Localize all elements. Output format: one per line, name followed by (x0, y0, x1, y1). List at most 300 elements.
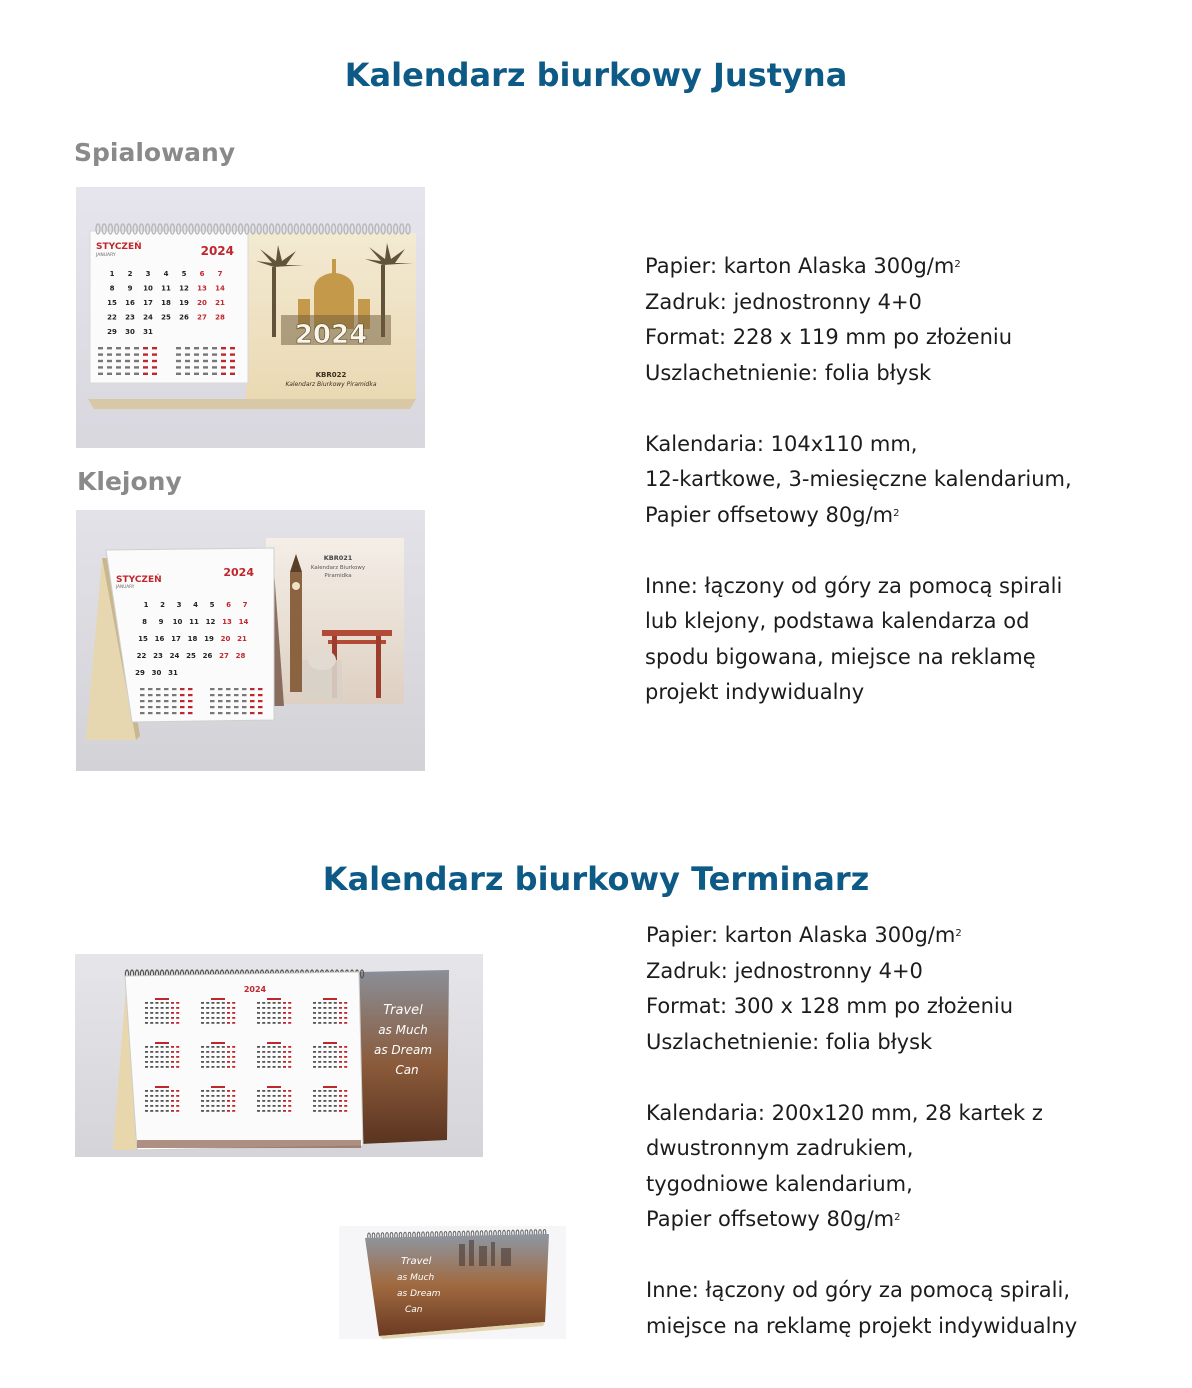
mini-day-mark (273, 1051, 276, 1053)
mini-day-mark (156, 706, 161, 708)
mini-day-mark (250, 712, 255, 714)
mini-day-mark (329, 1061, 332, 1063)
mini-day-mark (176, 1056, 179, 1058)
mini-day-mark (172, 700, 177, 702)
mini-day-mark (212, 347, 217, 349)
mini-day-mark (273, 1017, 276, 1019)
mini-day-mark (201, 1017, 204, 1019)
mini-day-mark (318, 1022, 321, 1024)
mini-day-mark (171, 1105, 174, 1107)
section2-title: Kalendarz biurkowy Terminarz (322, 860, 870, 898)
mini-day-mark (155, 1066, 158, 1068)
mini-day-mark (148, 712, 153, 714)
mini-day-mark (278, 1095, 281, 1097)
mini-day-mark (217, 1002, 220, 1004)
mini-day-mark (206, 1061, 209, 1063)
mini-day-mark (150, 1012, 153, 1014)
glued-caption-2: Piramidka (324, 573, 352, 579)
day-number: 15 (107, 299, 117, 307)
mini-day-mark (278, 1110, 281, 1112)
mini-day-mark (318, 1046, 321, 1048)
mini-day-mark (143, 366, 148, 368)
mini-day-mark (206, 1110, 209, 1112)
mini-day-mark (234, 712, 239, 714)
mini-day-mark (176, 1007, 179, 1009)
mini-day-mark (210, 706, 215, 708)
mini-day-mark (107, 353, 112, 355)
mini-day-mark (334, 1022, 337, 1024)
spec-other-2: lub klejony, podstawa kalendarza od (645, 609, 1030, 633)
mini-day-mark (148, 694, 153, 696)
mini-day-mark (227, 1095, 230, 1097)
mini-day-mark (313, 1046, 316, 1048)
mini-day-mark (217, 1007, 220, 1009)
mini-day-mark (334, 1046, 337, 1048)
day-number: 7 (242, 601, 248, 609)
mini-day-mark (166, 1100, 169, 1102)
mini-day-mark (171, 1100, 174, 1102)
mini-day-mark (278, 1105, 281, 1107)
mini-day-mark (313, 1100, 316, 1102)
mini-day-mark (334, 1012, 337, 1014)
mini-day-mark (217, 1051, 220, 1053)
spec2-calendarium-type: tygodniowe kalendarium, (646, 1171, 913, 1196)
mini-day-mark (334, 1051, 337, 1053)
mini-day-mark (323, 1061, 326, 1063)
mini-day-mark (313, 1061, 316, 1063)
art-year: 2024 (294, 320, 368, 350)
mini-day-mark (201, 1051, 204, 1053)
month-label-mark (155, 1042, 169, 1044)
mini-day-mark (150, 1022, 153, 1024)
mini-day-mark (150, 1105, 153, 1107)
mini-day-mark (232, 1095, 235, 1097)
day-number: 29 (107, 328, 117, 336)
month-subname: JANUARY (96, 253, 116, 258)
mini-day-mark (185, 347, 190, 349)
mini-day-mark (323, 1012, 326, 1014)
mini-day-mark (176, 1002, 179, 1004)
mini-day-mark (148, 688, 153, 690)
day-number: 11 (189, 618, 199, 626)
spec-other-4: projekt indywidualny (645, 680, 865, 704)
mini-day-mark (161, 1046, 164, 1048)
spec-calendarium-paper: Papier offsetowy $80g/m^2$ (645, 502, 900, 527)
mini-day-mark (161, 1022, 164, 1024)
mini-day-mark (329, 1110, 332, 1112)
mini-day-mark (194, 366, 199, 368)
day-number: 21 (237, 635, 247, 643)
mini-day-mark (222, 1090, 225, 1092)
mini-day-mark (339, 1095, 342, 1097)
mini-day-mark (283, 1061, 286, 1063)
mini-day-mark (222, 1051, 225, 1053)
spec-calendarium-size: Kalendaria: 104x110 mm, (645, 431, 918, 456)
mini-day-mark (206, 1090, 209, 1092)
mini-day-mark (344, 1100, 347, 1102)
mini-day-mark (288, 1002, 291, 1004)
mini-day-mark (212, 353, 217, 355)
mini-day-mark (267, 1066, 270, 1068)
mini-day-mark (234, 706, 239, 708)
day-number: 16 (154, 635, 165, 643)
mini-day-mark (318, 1017, 321, 1019)
mini-day-mark (288, 1105, 291, 1107)
mini-day-mark (176, 1090, 179, 1092)
mini-day-mark (323, 1017, 326, 1019)
spec2-format: Format: 300 x 128 mm po złożeniu (646, 994, 1014, 1018)
day-number: 10 (172, 618, 183, 626)
spec-finish: Uszlachetnienie: folia błysk (645, 360, 932, 385)
mini-day-mark (329, 1100, 332, 1102)
day-number: 30 (125, 328, 135, 336)
mini-day-mark (161, 1095, 164, 1097)
mini-day-mark (232, 1110, 235, 1112)
mini-day-mark (206, 1095, 209, 1097)
mini-day-mark (339, 1061, 342, 1063)
mini-day-mark (227, 1090, 230, 1092)
mini-day-mark (273, 1046, 276, 1048)
mini-day-mark (227, 1012, 230, 1014)
mini-day-mark (313, 1002, 316, 1004)
mini-day-mark (211, 1012, 214, 1014)
mini-day-mark (288, 1046, 291, 1048)
mini-day-mark (156, 700, 161, 702)
mini-day-mark (288, 1022, 291, 1024)
month-label-mark (267, 1086, 281, 1088)
mini-day-mark (166, 1007, 169, 1009)
mini-day-mark (318, 1012, 321, 1014)
mini-day-mark (171, 1056, 174, 1058)
mini-day-mark (344, 1110, 347, 1112)
mini-day-mark (143, 353, 148, 355)
glued-label: Klejony (77, 467, 182, 496)
mini-day-mark (227, 1046, 230, 1048)
mini-day-mark (222, 1061, 225, 1063)
mini-day-mark (278, 1100, 281, 1102)
month-label-mark (155, 1086, 169, 1088)
mini-day-mark (334, 1105, 337, 1107)
mini-day-mark (339, 1007, 342, 1009)
mini-day-mark (339, 1066, 342, 1068)
mini-day-mark (283, 1095, 286, 1097)
mini-day-mark (339, 1051, 342, 1053)
mini-day-mark (176, 353, 181, 355)
mini-day-mark (242, 706, 247, 708)
product-caption: Kalendarz Biurkowy Piramidka (285, 381, 377, 388)
day-number: 9 (127, 284, 133, 293)
mini-day-mark (344, 1105, 347, 1107)
mini-day-mark (344, 1012, 347, 1014)
mini-day-mark (210, 694, 215, 696)
mini-day-mark (164, 688, 169, 690)
mini-day-mark (267, 1022, 270, 1024)
mini-day-mark (323, 1056, 326, 1058)
mini-day-mark (211, 1002, 214, 1004)
month-label-mark (211, 1042, 225, 1044)
mini-day-mark (344, 1061, 347, 1063)
mini-day-mark (232, 1105, 235, 1107)
mini-day-mark (273, 1012, 276, 1014)
mini-day-mark (318, 1007, 321, 1009)
mini-day-mark (267, 1007, 270, 1009)
mini-day-mark (344, 1066, 347, 1068)
mini-day-mark (329, 1022, 332, 1024)
mini-day-mark (176, 1066, 179, 1068)
mini-day-mark (155, 1002, 158, 1004)
mini-day-mark (323, 1002, 326, 1004)
mini-day-mark (161, 1056, 164, 1058)
day-number: 2 (160, 601, 165, 609)
mini-day-mark (194, 360, 199, 362)
mini-day-mark (166, 1110, 169, 1112)
mini-day-mark (116, 366, 121, 368)
mini-day-mark (318, 1051, 321, 1053)
mini-day-mark (278, 1017, 281, 1019)
mini-day-mark (150, 1100, 153, 1102)
mini-day-mark (323, 1051, 326, 1053)
mini-day-mark (334, 1007, 337, 1009)
mini-day-mark (283, 1051, 286, 1053)
mini-day-mark (288, 1110, 291, 1112)
mini-day-mark (230, 347, 235, 349)
day-number: 1 (109, 270, 115, 278)
mini-day-mark (232, 1090, 235, 1092)
mini-day-mark (258, 700, 263, 702)
mini-day-mark (339, 1012, 342, 1014)
mini-day-mark (329, 1090, 332, 1092)
mini-day-mark (267, 1105, 270, 1107)
mini-day-mark (257, 1095, 260, 1097)
mini-day-mark (201, 1012, 204, 1014)
mini-day-mark (227, 1017, 230, 1019)
mini-day-mark (250, 700, 255, 702)
mini-day-mark (242, 694, 247, 696)
mini-day-mark (218, 712, 223, 714)
mini-day-mark (313, 1012, 316, 1014)
mini-day-mark (217, 1066, 220, 1068)
mini-day-mark (140, 694, 145, 696)
mini-day-mark (161, 1017, 164, 1019)
mini-day-mark (262, 1095, 265, 1097)
mini-day-mark (217, 1056, 220, 1058)
mini-day-mark (323, 1066, 326, 1068)
mini-day-mark (180, 706, 185, 708)
day-number: 23 (125, 313, 135, 322)
day-number: 28 (215, 313, 225, 322)
mini-day-mark (161, 1002, 164, 1004)
mini-day-mark (201, 1095, 204, 1097)
mini-day-mark (258, 688, 263, 690)
mini-day-mark (206, 1051, 209, 1053)
mini-day-mark (211, 1105, 214, 1107)
mini-day-mark (171, 1022, 174, 1024)
mini-day-mark (226, 688, 231, 690)
mini-day-mark (116, 347, 121, 349)
mini-day-mark (339, 1090, 342, 1092)
mini-day-mark (211, 1095, 214, 1097)
mini-day-mark (155, 1105, 158, 1107)
mini-day-mark (155, 1022, 158, 1024)
mini-day-mark (152, 353, 157, 355)
day-number: 29 (135, 669, 145, 677)
mini-day-mark (185, 360, 190, 362)
mini-day-mark (150, 1095, 153, 1097)
mini-day-mark (180, 712, 185, 714)
mini-day-mark (323, 1095, 326, 1097)
mini-day-mark (262, 1061, 265, 1063)
mini-day-mark (273, 1061, 276, 1063)
mini-day-mark (164, 700, 169, 702)
mini-day-mark (250, 706, 255, 708)
mini-day-mark (176, 1105, 179, 1107)
mini-day-mark (232, 1002, 235, 1004)
mini-day-mark (267, 1002, 270, 1004)
mini-day-mark (267, 1056, 270, 1058)
mini-day-mark (171, 1090, 174, 1092)
mini-day-mark (323, 1090, 326, 1092)
day-number: 13 (197, 284, 207, 293)
mini-day-mark (267, 1090, 270, 1092)
mini-day-mark (318, 1095, 321, 1097)
mini-day-mark (150, 1046, 153, 1048)
mini-day-mark (222, 1046, 225, 1048)
mini-day-mark (257, 1012, 260, 1014)
mini-day-mark (172, 688, 177, 690)
mini-day-mark (140, 712, 145, 714)
mini-day-mark (339, 1105, 342, 1107)
mini-day-mark (258, 706, 263, 708)
mini-day-mark (283, 1100, 286, 1102)
mini-day-mark (262, 1066, 265, 1068)
mini-day-mark (145, 1046, 148, 1048)
mini-day-mark (283, 1046, 286, 1048)
mini-day-mark (344, 1017, 347, 1019)
day-number: 27 (219, 652, 229, 660)
mini-day-mark (166, 1056, 169, 1058)
mini-day-mark (171, 1017, 174, 1019)
day-number: 25 (186, 652, 196, 660)
mini-day-mark (267, 1061, 270, 1063)
mini-day-mark (283, 1105, 286, 1107)
spec2-other-2: miejsce na reklamę projekt indywidualny (646, 1313, 1078, 1338)
mini-day-mark (334, 1100, 337, 1102)
mini-day-mark (188, 700, 193, 702)
mini-day-mark (145, 1066, 148, 1068)
mini-day-mark (145, 1056, 148, 1058)
mini-day-mark (222, 1056, 225, 1058)
mini-day-mark (234, 694, 239, 696)
mini-day-mark (222, 1012, 225, 1014)
mini-day-mark (145, 1007, 148, 1009)
mini-day-mark (288, 1095, 291, 1097)
mini-day-mark (232, 1100, 235, 1102)
mini-day-mark (203, 360, 208, 362)
section1-title: Kalendarz biurkowy Justyna (344, 56, 848, 94)
mini-day-mark (211, 1066, 214, 1068)
mini-day-mark (339, 1022, 342, 1024)
day-number: 13 (222, 618, 232, 626)
glued-calendar-photo (76, 510, 425, 771)
mini-day-mark (288, 1100, 291, 1102)
mini-day-mark (234, 688, 239, 690)
mini-day-mark (227, 1105, 230, 1107)
mini-day-mark (201, 1105, 204, 1107)
mini-day-mark (222, 1110, 225, 1112)
day-number: 16 (125, 299, 135, 307)
mini-day-mark (221, 360, 226, 362)
mini-day-mark (201, 1090, 204, 1092)
mini-day-mark (232, 1056, 235, 1058)
mini-day-mark (210, 712, 215, 714)
mini-day-mark (242, 688, 247, 690)
mini-day-mark (145, 1100, 148, 1102)
mini-day-mark (211, 1110, 214, 1112)
day-number: 23 (153, 652, 163, 660)
mini-day-mark (161, 1012, 164, 1014)
mini-day-mark (273, 1100, 276, 1102)
mini-day-mark (230, 353, 235, 355)
day-number: 31 (143, 328, 153, 336)
mini-day-mark (150, 1002, 153, 1004)
mini-day-mark (257, 1105, 260, 1107)
mini-day-mark (227, 1022, 230, 1024)
mini-day-mark (267, 1051, 270, 1053)
mini-day-mark (155, 1095, 158, 1097)
day-number: 8 (142, 618, 147, 626)
mini-day-mark (257, 1007, 260, 1009)
mini-day-mark (201, 1056, 204, 1058)
mini-day-mark (98, 347, 103, 349)
mini-day-mark (257, 1100, 260, 1102)
mini-day-mark (156, 712, 161, 714)
mini-day-mark (232, 1046, 235, 1048)
mini-day-mark (221, 366, 226, 368)
mini-day-mark (283, 1056, 286, 1058)
mini-day-mark (145, 1022, 148, 1024)
day-number: 14 (215, 284, 225, 293)
mini-day-mark (148, 700, 153, 702)
day-number: 14 (238, 618, 249, 626)
mini-day-mark (257, 1066, 260, 1068)
day-number: 12 (205, 618, 216, 626)
mini-day-mark (288, 1090, 291, 1092)
mini-day-mark (273, 1056, 276, 1058)
mini-day-mark (140, 700, 145, 702)
spec-print: Zadruk: jednostronny 4+0 (645, 289, 922, 314)
mini-day-mark (262, 1100, 265, 1102)
product-code: KBR022 (315, 371, 347, 379)
mini-day-mark (313, 1051, 316, 1053)
mini-day-mark (283, 1110, 286, 1112)
mini-day-mark (176, 1046, 179, 1048)
mini-day-mark (334, 1090, 337, 1092)
day-number: 27 (197, 313, 207, 322)
mini-day-mark (334, 1002, 337, 1004)
mini-day-mark (273, 1095, 276, 1097)
mini-day-mark (262, 1046, 265, 1048)
mini-day-mark (232, 1007, 235, 1009)
glued-month-sub: JANUARY (116, 584, 135, 589)
mini-day-mark (201, 1007, 204, 1009)
planner-calendar-photo (75, 954, 483, 1157)
mini-day-mark (180, 700, 185, 702)
mini-day-mark (318, 1100, 321, 1102)
mini-day-mark (222, 1100, 225, 1102)
mini-day-mark (227, 1110, 230, 1112)
mini-day-mark (134, 347, 139, 349)
mini-day-mark (257, 1046, 260, 1048)
